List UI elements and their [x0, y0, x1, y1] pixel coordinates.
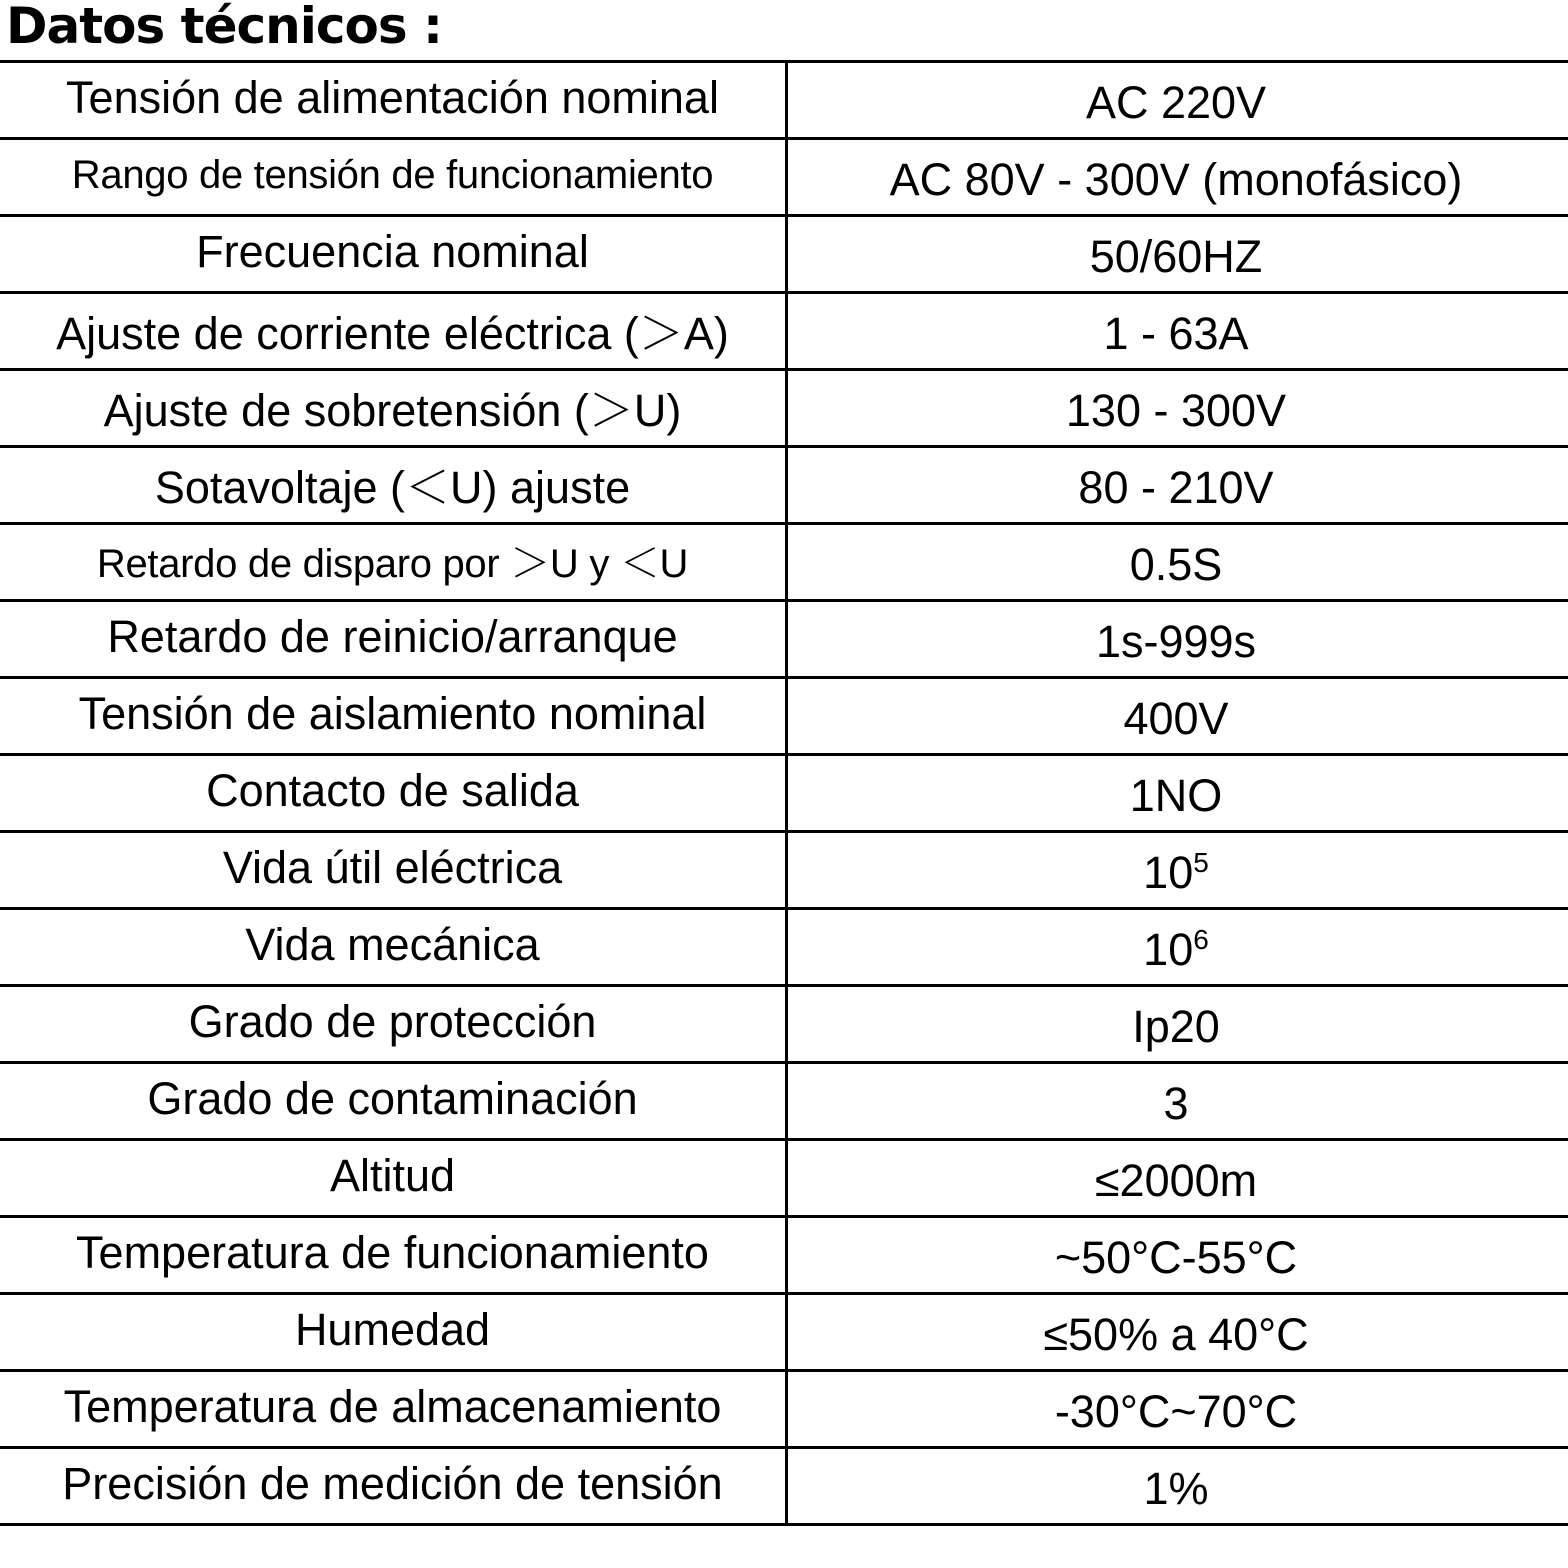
value-exponent: 6: [1193, 924, 1209, 955]
row-label: Retardo de reinicio/arranque: [0, 602, 788, 676]
row-label: Temperatura de almacenamiento: [0, 1372, 788, 1446]
table-row: [0, 1295, 1568, 1372]
row-value: 1 - 63A: [1103, 308, 1249, 359]
row-value: 0.5S: [1129, 539, 1223, 590]
table-row: [0, 140, 1568, 217]
row-label: Contacto de salida: [0, 756, 788, 830]
table-row: [0, 833, 1568, 910]
row-value: AC 220V: [1085, 77, 1267, 128]
row-value: ~50°C-55°C: [1054, 1232, 1298, 1283]
table-row: [0, 1218, 1568, 1295]
row-value: [788, 833, 1568, 907]
table-row: [0, 987, 1568, 1064]
row-value: ≤2000m: [1094, 1155, 1258, 1206]
page-title: Datos técnicos :: [6, 0, 443, 55]
table-row: [0, 217, 1568, 294]
row-value: 3: [1163, 1078, 1189, 1129]
table-row: [0, 1449, 1568, 1526]
row-label: Grado de protección: [0, 987, 788, 1061]
spec-table: [0, 60, 1568, 1526]
row-value: -30°C~70°C: [1054, 1386, 1298, 1437]
row-label: Precisión de medición de tensión: [0, 1449, 788, 1523]
row-value: AC 80V - 300V (monofásico): [889, 154, 1463, 205]
row-label: Tensión de aislamiento nominal: [0, 679, 788, 753]
row-label: Rango de tensión de funcionamiento: [0, 140, 788, 214]
table-row: [0, 756, 1568, 833]
row-label: Ajuste de corriente eléctrica (＞A): [0, 294, 788, 368]
table-row: [0, 1064, 1568, 1141]
table-row: [0, 602, 1568, 679]
row-value: 1NO: [1129, 770, 1223, 821]
value-base: 10: [1143, 924, 1194, 975]
table-row: [0, 1141, 1568, 1218]
row-value: 80 - 210V: [1078, 462, 1274, 513]
value-exponent: 5: [1193, 847, 1209, 878]
row-value: ≤50% a 40°C: [1043, 1309, 1309, 1360]
row-value: [788, 910, 1568, 984]
table-row: [0, 525, 1568, 602]
table-row: [0, 910, 1568, 987]
table-row: [0, 1372, 1568, 1449]
table-row: [0, 371, 1568, 448]
row-label: Tensión de alimentación nominal: [0, 63, 788, 137]
row-label: Ajuste de sobretensión (＞U): [0, 371, 788, 445]
row-value: Ip20: [1132, 1001, 1220, 1052]
row-value: 50/60HZ: [1089, 231, 1263, 282]
row-label: Altitud: [0, 1141, 788, 1215]
row-label: Humedad: [0, 1295, 788, 1369]
table-row: [0, 679, 1568, 756]
table-row: [0, 448, 1568, 525]
row-value: 130 - 300V: [1065, 385, 1287, 436]
row-label: Temperatura de funcionamiento: [0, 1218, 788, 1292]
row-label: Retardo de disparo por ＞U y ＜U: [0, 525, 788, 599]
table-row: [0, 294, 1568, 371]
row-value: 1s-999s: [1095, 616, 1257, 667]
table-row: [0, 63, 1568, 140]
row-label: Vida mecánica: [0, 910, 788, 984]
row-label: Sotavoltaje (＜U) ajuste: [0, 448, 788, 522]
value-base: 10: [1143, 847, 1194, 898]
row-label: Grado de contaminación: [0, 1064, 788, 1138]
row-label: Frecuencia nominal: [0, 217, 788, 291]
row-value: 400V: [1123, 693, 1229, 744]
row-label: Vida útil eléctrica: [0, 833, 788, 907]
row-value: 1%: [1143, 1463, 1209, 1514]
